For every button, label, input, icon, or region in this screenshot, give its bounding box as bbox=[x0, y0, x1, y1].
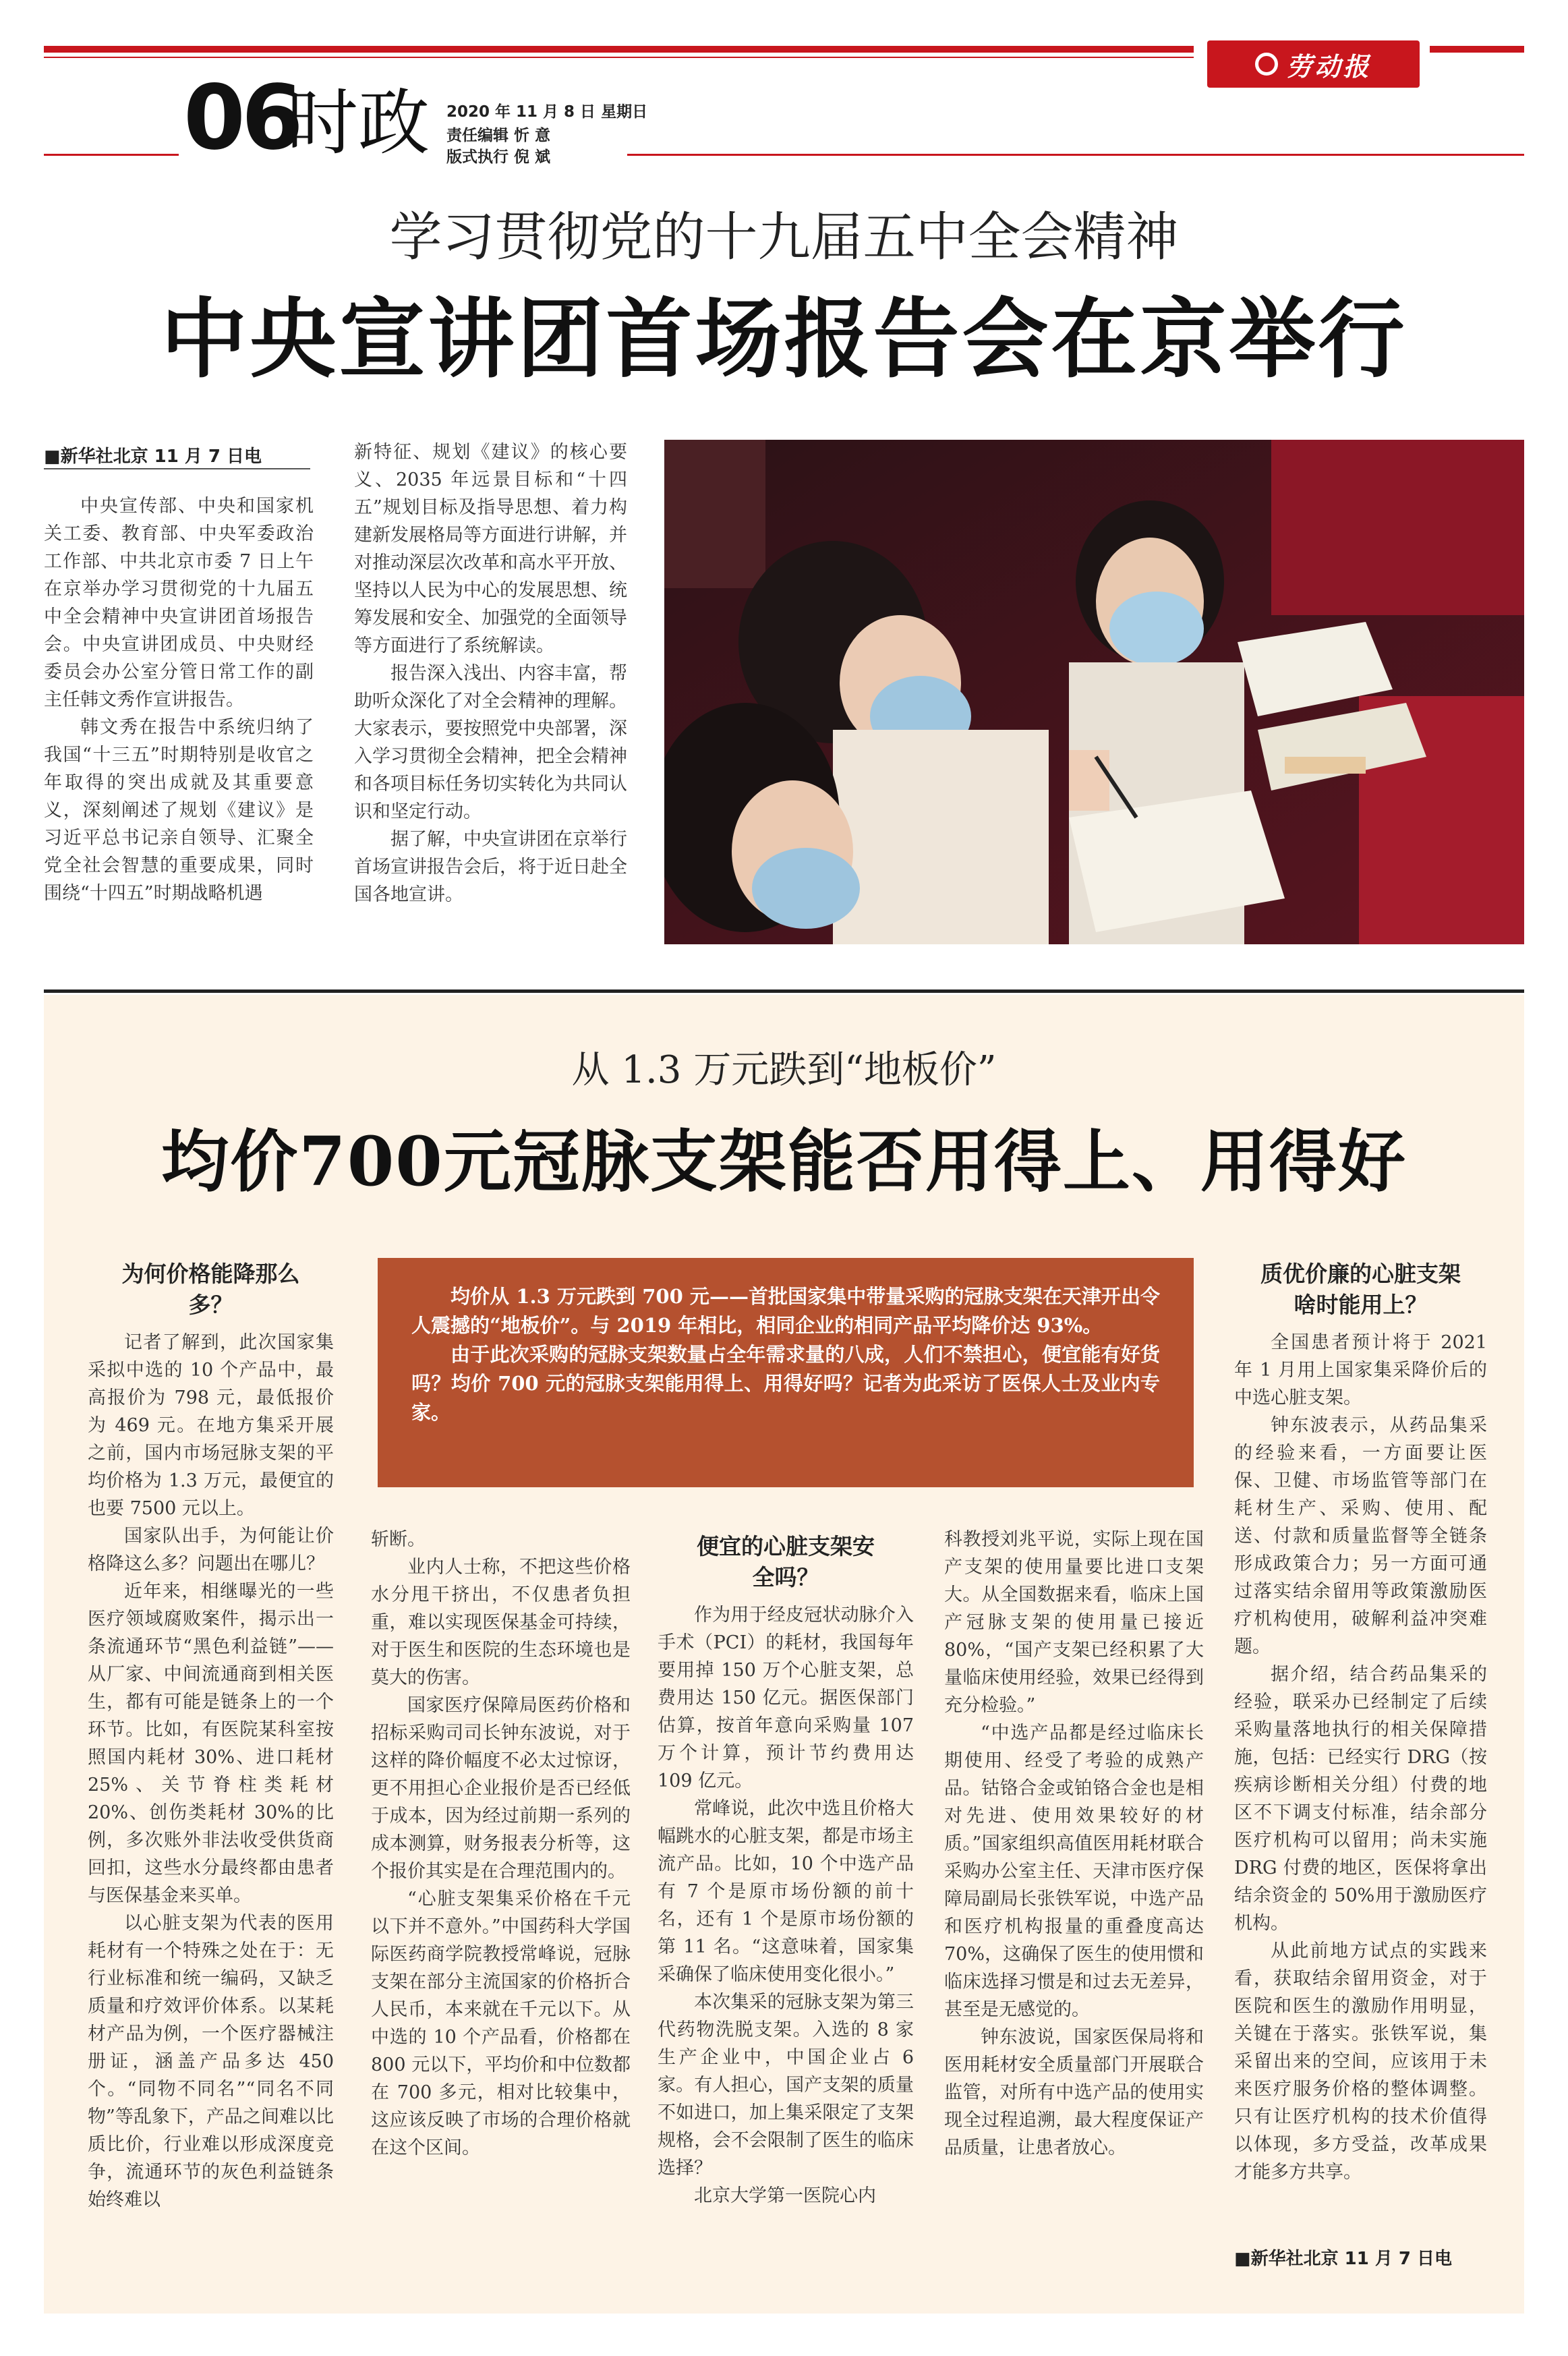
layout-line: 版式执行 倪 斌 bbox=[446, 148, 551, 166]
section-name: 时政 bbox=[287, 82, 430, 165]
paragraph: 北京大学第一医院心内 bbox=[694, 2185, 876, 2206]
story2-kicker: 从 1.3 万元跌到“地板价” bbox=[571, 1048, 997, 1092]
story1-headline: 中央宣讲团首场报告会在京举行 bbox=[161, 289, 1407, 390]
subhead-why-price-drop: 为何价格能降那么多？ bbox=[121, 1261, 300, 1318]
story1-column-2 bbox=[354, 438, 627, 944]
paragraph: 中央宣传部、中央和国家机关工委、教育部、中央军委政治工作部、中共北京市委 7 日上午在京举办学习贯彻党的十九届五中全会精神中央宣讲团首场报告会。中央宣讲团成员、中央财经委员会办公室分管日常工作的副主任韩文秀作宣讲报告。 bbox=[44, 496, 314, 710]
photo-illustration bbox=[664, 440, 1524, 944]
editor-line: 责任编辑 忻 意 bbox=[446, 127, 551, 144]
summary-box bbox=[378, 1258, 1194, 1487]
end-dateline: ■新华社北京 11 月 7 日电 bbox=[1234, 2249, 1453, 2269]
paragraph: 据介绍，结合药品集采的经验，联采办已经制定了后续采购量落地执行的相关保障措施，包括：已经实行 DRG（按疾病诊断相关分组）付费的地区不下调支付标准，结余部分医疗机构可以留用；尚未实施 DRG 付费的地区，医保将拿出结余资金的 50%用于激励医疗机构。 bbox=[1234, 1664, 1487, 1934]
paragraph: 据了解，中央宣讲团在京举行首场宣讲报告会后，将于近日赴全国各地宣讲。 bbox=[354, 829, 627, 905]
paragraph: 以心脏支架为代表的医用耗材有一个特殊之处在于：无行业标准和统一编码，又缺乏质量和疗效评价体系。以某耗材产品为例，一个医疗器械注册证，涵盖产品多达 450 个。“同物不同名”“同名不同物”等乱象下，产品之间难以比质比价，行业难以形成深度竞争，流通环节的灰色利益链条始终难以 bbox=[88, 1913, 334, 2210]
story2-column-1 bbox=[88, 1253, 334, 2292]
paragraph: 近年来，相继曝光的一些医疗领域腐败案件，揭示出一条流通环节“黑色利益链”——从厂家、中间流通商到相关医生，都有可能是链条上的一个环节。比如，有医院某科室按照国内耗材 30%、进口耗材 25%、关节脊柱类耗材 20%、创伤类耗材 30%的比例，多次账外非法收受供货商回扣，这些水分最终都由患者与医保基金来买单。 bbox=[88, 1581, 334, 1906]
paragraph: 从此前地方试点的实践来看，获取结余留用资金，对于医院和医生的激励作用明显，关键在于落实。张铁军说，集采留出来的空间，应该用于未来医疗服务价格的整体调整。只有让医疗机构的技术价值得以体现，多方受益，改革成果才能多方共享。 bbox=[1234, 1941, 1487, 2183]
subhead-is-cheap-stent-safe: 便宜的心脏支架安全吗？ bbox=[697, 1533, 875, 1590]
paragraph: 新特征、规划《建议》的核心要义、2035 年远景目标和“十四五”规划目标及指导思想、着力构建新发展格局等方面进行讲解，并对推动深层次改革和高水平开放、坚持以人民为中心的发展思想、统筹发展和安全、加强党的全面领导等方面进行了系统解读。 bbox=[354, 442, 627, 656]
summary-paragraph: 均价从 1.3 万元跌到 700 元——首批国家集中带量采购的冠脉支架在天津开出令人震撼的“地板价”。与 2019 年相比，相同企业的相同产品平均降价达 93%。 bbox=[411, 1285, 1160, 1337]
paragraph: 钟东波表示，从药品集采的经验来看，一方面要让医保、卫健、市场监管等部门在耗材生产、采购、使用、配送、付款和质量监督等全链条形成政策合力；另一方面可通过落实结余留用等政策激励医疗机构使用，破解利益冲突难题。 bbox=[1234, 1415, 1487, 1657]
paragraph: “心脏支架集采价格在千元以下并不意外。”中国药科大学国际医药商学院教授常峰说，冠脉支架在部分主流国家的价格折合人民币，本来就在千元以下。从中选的 10 个产品看，价格都在 800 元以下，平均价和中位数都在 700 多元，相对比较集中，这应该反映了市场的合理价格就在这个区间。 bbox=[371, 1889, 631, 2158]
paragraph: 科教授刘兆平说，实际上现在国产支架的使用量要比进口支架大。从全国数据来看，临床上国产冠脉支架的使用量已接近 80%，“国产支架已经积累了大量临床使用经验，效果已经得到充分检验。” bbox=[944, 1529, 1204, 1716]
story2-headline: 均价700元冠脉支架能否用得上、用得好 bbox=[161, 1122, 1407, 1201]
subhead-when-available: 质优价廉的心脏支架啥时能用上？ bbox=[1260, 1261, 1461, 1318]
story2-column-3 bbox=[658, 1526, 914, 2295]
summary-paragraph: 由于此次采购的冠脉支架数量占全年需求量的八成，人们不禁担心，便宜能有好货吗？均价 700 元的冠脉支架能用得上、用得好吗？记者为此采访了医保人士及业内专家。 bbox=[411, 1343, 1160, 1424]
paragraph: 钟东波说，国家医保局将和医用耗材安全质量部门开展联合监管，对所有中选产品的使用实现全过程追溯，最大程度保证产品质量，让患者放心。 bbox=[944, 2027, 1204, 2158]
header-bottom-rule bbox=[627, 154, 1524, 156]
masthead-logo bbox=[1207, 40, 1420, 88]
paragraph: 全国患者预计将于 2021 年 1 月用上国家集采降价后的中选心脏支架。 bbox=[1234, 1332, 1487, 1408]
paragraph: 斩断。 bbox=[371, 1529, 426, 1550]
story2-column-4 bbox=[944, 1526, 1204, 2295]
page-number: 06 bbox=[183, 66, 299, 170]
paragraph: 常峰说，此次中选且价格大幅跳水的心脏支架，都是市场主流产品。比如，10 个中选产品有 7 个是原市场份额的前十名，还有 1 个是原市场份额的第 11 名。“这意味着，国家集采确保了临床使用变化很小。” bbox=[658, 1798, 914, 1985]
paragraph: 韩文秀在报告中系统归纳了我国“十三五”时期特别是收官之年取得的突出成就及其重要意义，深刻阐述了规划《建议》是习近平总书记亲自领导、汇聚全党全社会智慧的重要成果，同时围绕“十四五”时期战略机遇 bbox=[44, 717, 314, 904]
logo-icon bbox=[1255, 53, 1278, 76]
news-photo bbox=[664, 440, 1524, 944]
story2-column-2 bbox=[371, 1526, 631, 2295]
issue-date: 2020 年 11 月 8 日 星期日 bbox=[446, 103, 648, 121]
story2-top-rule bbox=[44, 989, 1524, 993]
dateline-underline bbox=[44, 468, 310, 469]
paragraph: 本次集采的冠脉支架为第三代药物洗脱支架。入选的 8 家生产企业中，中国企业占 6 家。有人担心，国产支架的质量不如进口，加上集采限定了支架规格，会不会限制了医生的临床选择？ bbox=[658, 1992, 914, 2179]
story1-dateline: ■新华社北京 11 月 7 日电 bbox=[44, 447, 262, 467]
story1-kicker: 学习贯彻党的十九届五中全会精神 bbox=[389, 207, 1179, 268]
story1-column-1 bbox=[44, 492, 314, 944]
paragraph: 业内人士称，不把这些价格水分甩干挤出，不仅患者负担重，难以实现医保基金可持续，对于医生和医院的生态环境也是莫大的伤害。 bbox=[371, 1557, 631, 1688]
paragraph: 国家医疗保障局医药价格和招标采购司司长钟东波说，对于这样的降价幅度不必太过惊讶，更不用担心企业报价是否已经低于成本，因为经过前期一系列的成本测算，财务报表分析等，这个报价其实是在合理范围内的。 bbox=[371, 1695, 631, 1882]
header-left-rule bbox=[44, 154, 179, 156]
header-top-rule bbox=[44, 46, 1194, 53]
header-right-rule bbox=[1430, 46, 1524, 53]
paragraph: 报告深入浅出、内容丰富，帮助听众深化了对全会精神的理解。大家表示，要按照党中央部署，深入学习贯彻全会精神，把全会精神和各项目标任务切实转化为共同认识和坚定行动。 bbox=[354, 663, 627, 822]
paragraph: 国家队出手，为何能让价格降这么多？问题出在哪儿？ bbox=[88, 1526, 334, 1574]
header-top-hairline bbox=[44, 57, 1194, 58]
story2-column-5 bbox=[1234, 1253, 1487, 2224]
paragraph: 记者了解到，此次国家集采拟中选的 10 个产品中，最高报价为 798 元，最低报价为 469 元。在地方集采开展之前，国内市场冠脉支架的平均价格为 1.3 万元，最便宜的也要 7500 元以上。 bbox=[88, 1332, 334, 1519]
paragraph: “中选产品都是经过临床长期使用、经受了考验的成熟产品。钴铬合金或铂铬合金也是相对先进、使用效果较好的材质。”国家组织高值医用耗材联合采购办公室主任、天津市医疗保障局副局长张铁军说，中选产品和医疗机构报量的重叠度高达 70%，这确保了医生的使用惯和临床选择习惯是和过去无差异，甚至是无感觉的。 bbox=[944, 1723, 1204, 2020]
paragraph: 作为用于经皮冠状动脉介入手术（PCI）的耗材，我国每年要用掉 150 万个心脏支架，总费用达 150 亿元。据医保部门估算，按首年意向采购量 107 万个计算，预计节约费用达 109 亿元。 bbox=[658, 1605, 914, 1791]
logo-text: 劳动报 bbox=[1286, 51, 1372, 82]
